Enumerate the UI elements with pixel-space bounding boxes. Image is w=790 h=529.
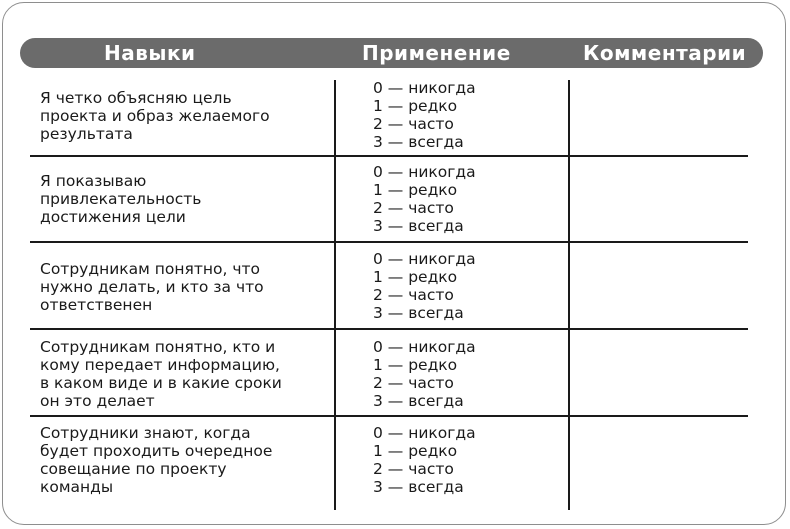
header-usage: Применение bbox=[362, 41, 511, 65]
usage-option-always: 3 — всегда bbox=[373, 478, 464, 496]
skill-line: привлекательность bbox=[40, 190, 202, 208]
usage-option-often: 2 — часто bbox=[373, 460, 454, 478]
skill-line: совещание по проекту bbox=[40, 460, 227, 478]
usage-cell-1 bbox=[373, 79, 476, 151]
usage-option-always: 3 — всегда bbox=[373, 304, 464, 322]
usage-cell-3 bbox=[373, 250, 476, 322]
skill-cell-2 bbox=[40, 172, 201, 226]
usage-cell-5 bbox=[373, 424, 476, 496]
usage-cell-4 bbox=[373, 338, 476, 410]
skill-cell-4 bbox=[40, 338, 282, 410]
skill-line: будет проходить очередное bbox=[40, 442, 273, 460]
usage-option-rarely: 1 — редко bbox=[373, 268, 458, 286]
column-divider-comments bbox=[568, 80, 570, 510]
skill-line: Сотрудникам понятно, что bbox=[40, 260, 260, 278]
skill-cell-3 bbox=[40, 260, 264, 314]
usage-option-often: 2 — часто bbox=[373, 199, 454, 217]
skill-line: достижения цели bbox=[40, 208, 186, 226]
usage-option-rarely: 1 — редко bbox=[373, 181, 458, 199]
row-divider bbox=[30, 328, 748, 330]
usage-option-rarely: 1 — редко bbox=[373, 97, 458, 115]
usage-option-often: 2 — часто bbox=[373, 115, 454, 133]
header-comments: Комментарии bbox=[583, 41, 747, 65]
usage-option-often: 2 — часто bbox=[373, 286, 454, 304]
usage-option-always: 3 — всегда bbox=[373, 392, 464, 410]
skill-line: нужно делать, и кто за что bbox=[40, 278, 264, 296]
usage-cell-2 bbox=[373, 163, 476, 235]
usage-option-never: 0 — никогда bbox=[373, 424, 476, 442]
usage-option-rarely: 1 — редко bbox=[373, 442, 458, 460]
usage-option-never: 0 — никогда bbox=[373, 163, 476, 181]
skill-line: команды bbox=[40, 478, 114, 496]
skill-line: Сотрудники знают, когда bbox=[40, 424, 251, 442]
row-divider bbox=[30, 155, 748, 157]
skill-cell-1 bbox=[40, 89, 270, 143]
skill-line: он это делает bbox=[40, 392, 155, 410]
skill-line: Я показываю bbox=[40, 172, 147, 190]
column-divider-usage bbox=[334, 80, 336, 510]
row-divider bbox=[30, 415, 748, 417]
skill-cell-5 bbox=[40, 424, 272, 496]
usage-option-rarely: 1 — редко bbox=[373, 356, 458, 374]
skill-line: в каком виде и в какие сроки bbox=[40, 374, 282, 392]
row-divider bbox=[30, 241, 748, 243]
header-skills: Навыки bbox=[104, 41, 196, 65]
usage-option-never: 0 — никогда bbox=[373, 79, 476, 97]
skill-line: проекта и образ желаемого bbox=[40, 107, 270, 125]
usage-option-always: 3 — всегда bbox=[373, 133, 464, 151]
table-header bbox=[20, 38, 763, 68]
skill-line: ответственен bbox=[40, 296, 153, 314]
skill-line: Я четко объясняю цель bbox=[40, 89, 232, 107]
usage-option-never: 0 — никогда bbox=[373, 250, 476, 268]
skill-line: кому передает информацию, bbox=[40, 356, 280, 374]
usage-option-always: 3 — всегда bbox=[373, 217, 464, 235]
skill-line: Сотрудникам понятно, кто и bbox=[40, 338, 276, 356]
usage-option-never: 0 — никогда bbox=[373, 338, 476, 356]
usage-option-often: 2 — часто bbox=[373, 374, 454, 392]
skill-line: результата bbox=[40, 125, 133, 143]
